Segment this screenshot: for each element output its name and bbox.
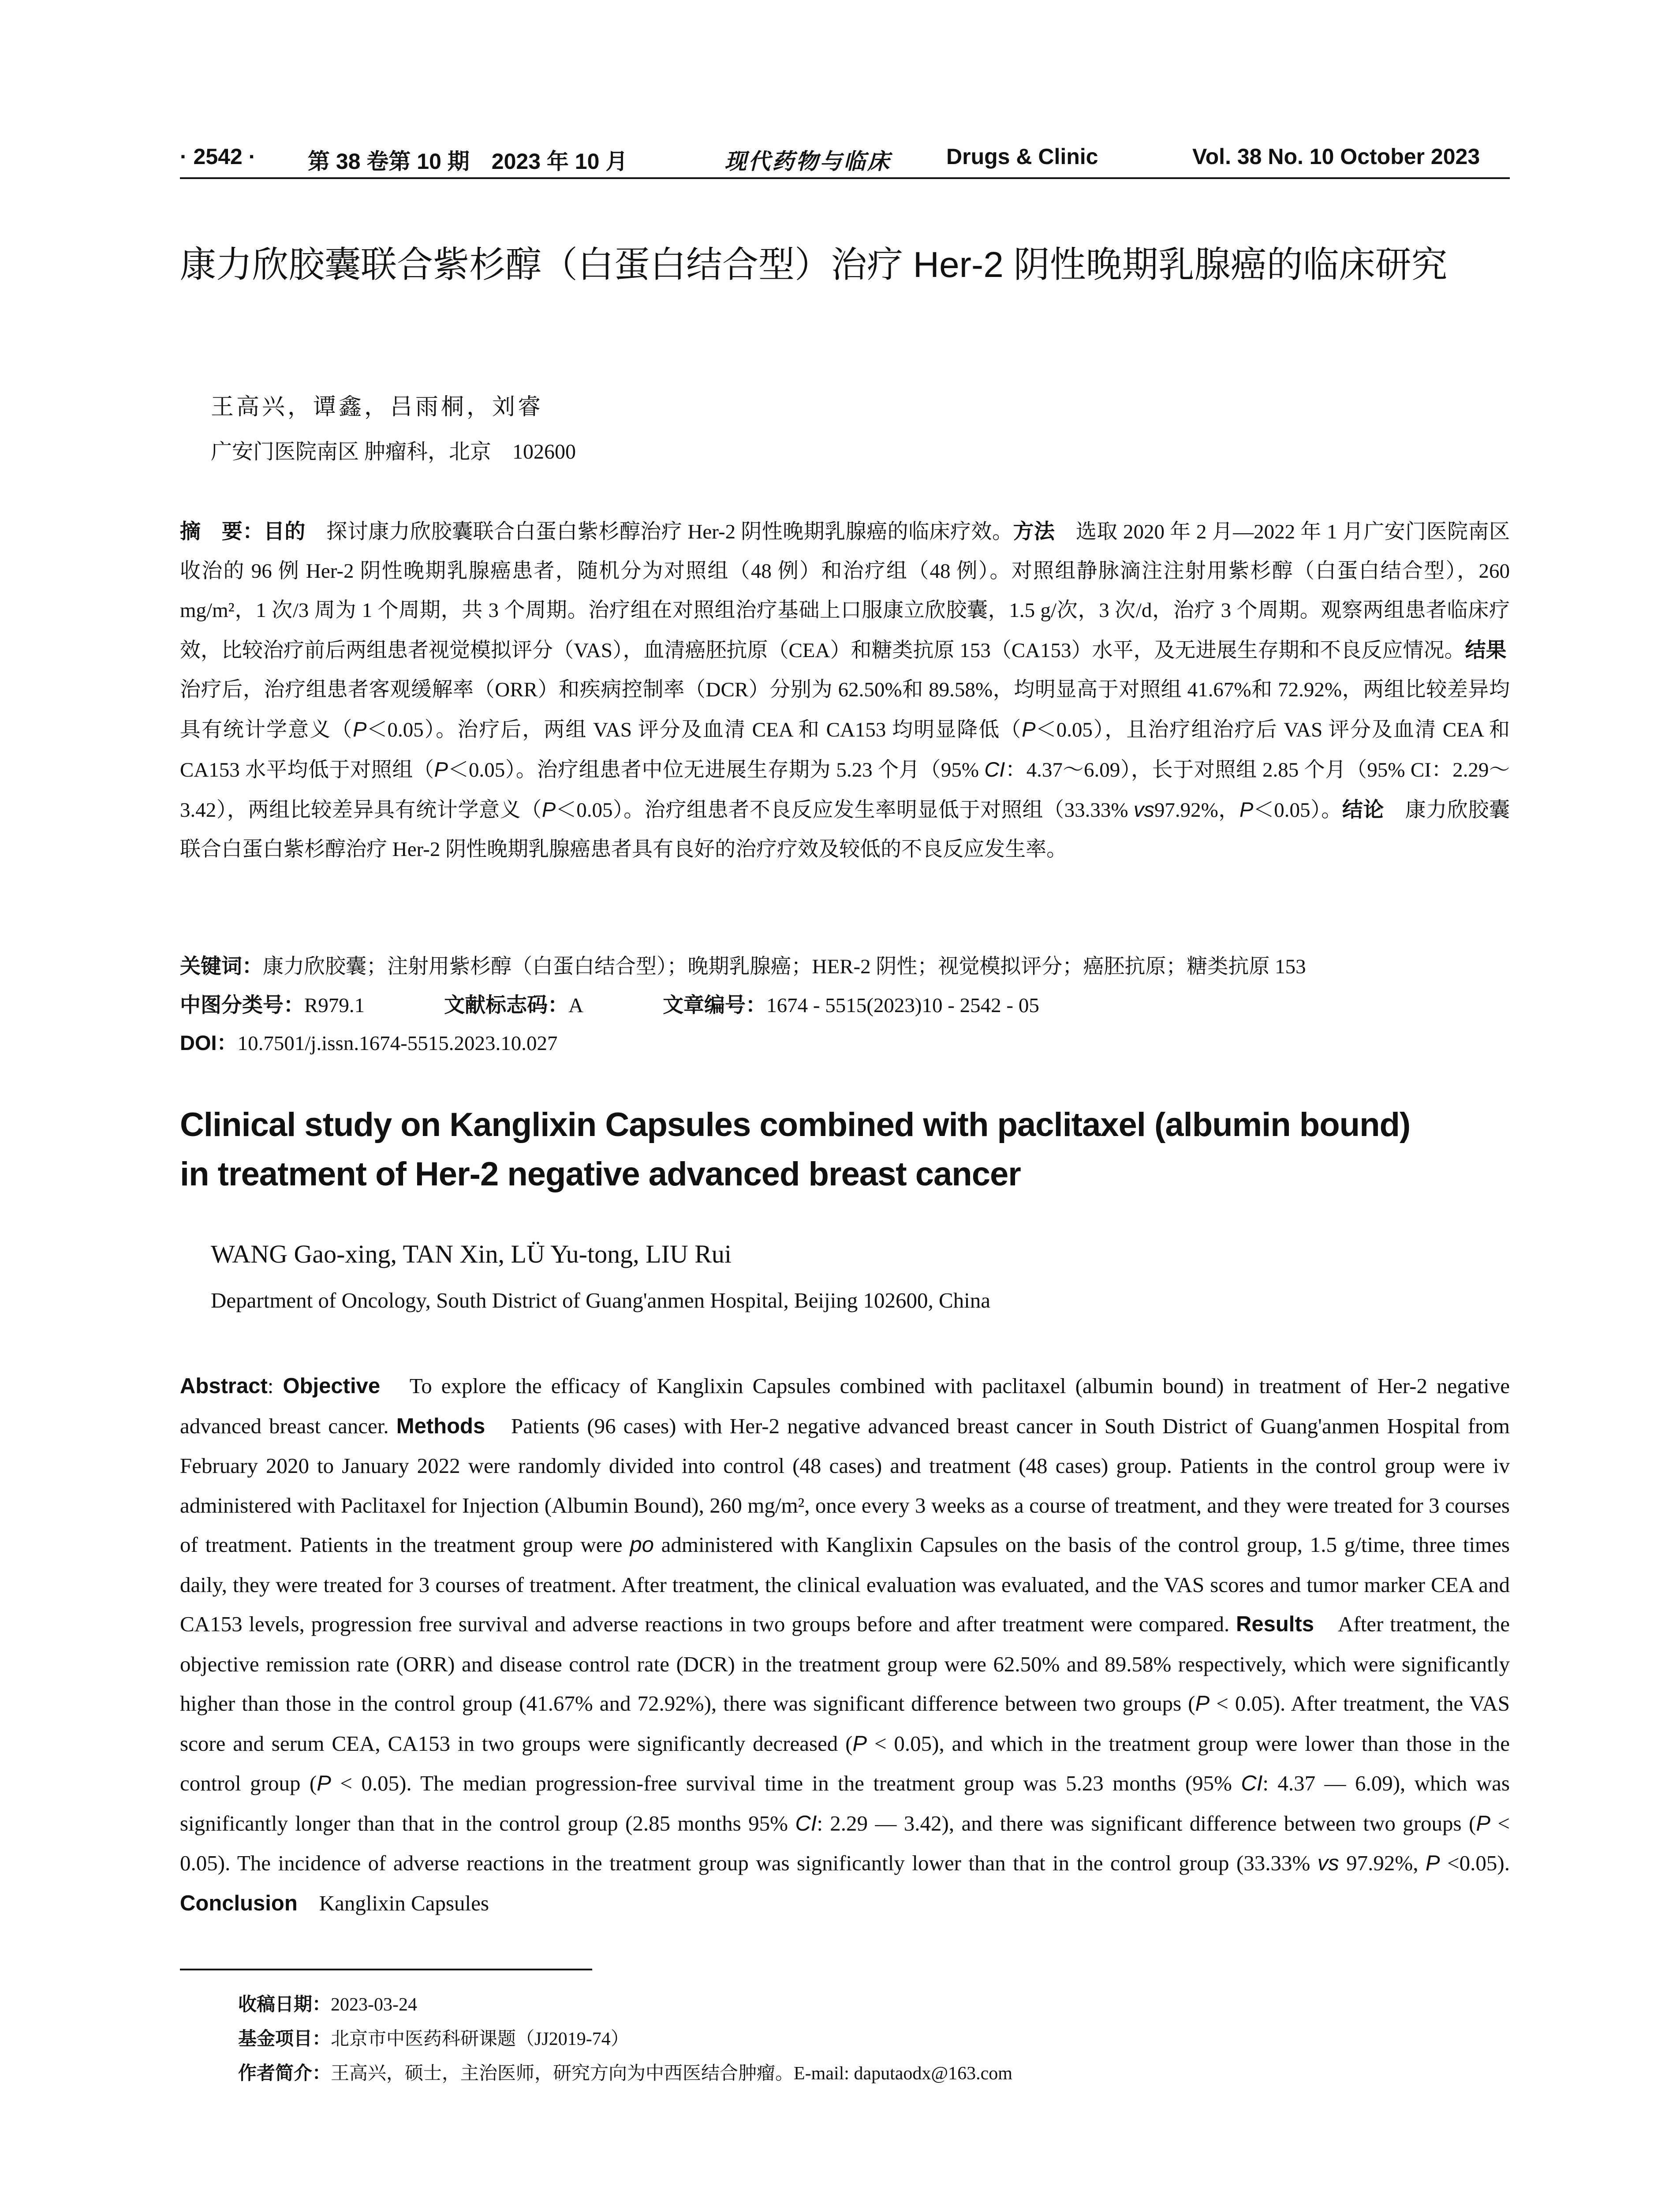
clc-label: 中图分类号：	[180, 993, 304, 1017]
conclusion-label-en: Conclusion	[180, 1891, 298, 1915]
fund-label: 基金项目：	[238, 2028, 331, 2049]
results-text-zh: 治疗后，治疗组患者客观缓解率（ORR）和疾病控制率（DCR）分别为 62.50%和 89.58%，均明显高于对照组 41.67%和 72.92%，两组比较差异均具有统计学意义（	[180, 639, 1527, 741]
p-symbol: P	[317, 1771, 331, 1795]
journal-name-zh: 现代药物与临床	[724, 149, 891, 174]
p-symbol: P	[852, 1731, 867, 1756]
footnote-fund	[238, 2024, 629, 2051]
received-label: 收稿日期：	[238, 1994, 331, 2014]
vs-symbol: vs	[1317, 1851, 1339, 1875]
article-no-label: 文章编号：	[663, 993, 767, 1017]
abstract-label-zh: 摘 要：	[180, 519, 264, 543]
results-text-en: < 0.05). After treatment, the VAS score and serum CEA, CA153 in two groups were significantly decreased (	[180, 1691, 1510, 1756]
abstract-en: Abstract: Objective To explore the efficacy of Kanglixin Capsules combined with paclitaxel (albumin bound) in treatment of Her-2 negative advanced breast cancer. Methods Patients (96 cases) with Her-2 negative advanced breast cancer in South District of Guang'anmen Hospital from February 2020 to January 2022 were randomly divided into control (48 cases) and treatment (48 cases) group. Patients in the control group were iv administered with Paclitaxel for Injection (Albumin Bound), 260 mg/m², once every 3 weeks as a course of treatment, and they were treated for 3 courses of treatment. Patients in the treatment group were po administered with Kanglixin Capsules on the basis of the control group, 1.5 g/time, three times daily, they were treated for 3 courses of treatment. After treatment, the clinical evaluation was evaluated, and the VAS scores and tumor marker CEA and CA153 levels, progression free survival and adverse reactions in two groups before and after treatment were compared. Results After treatment, the objective remission rate (ORR) and disease control rate (DCR) in the treatment group were 62.50% and 89.58% respectively, which were significantly higher than those in the control group (41.67% and 72.92%), there was significant difference between two groups (P < 0.05). After treatment, the VAS score and serum CEA, CA153 in two groups were significantly decreased (P < 0.05), and which in the treatment group were lower than those in the control group (P < 0.05). The median progression-free survival time in the treatment group was 5.23 months (95% CI: 4.37 — 6.09), which was significantly longer than that in the control group (2.85 months 95% CI: 2.29 — 3.42), and there was significant difference between two groups (P < 0.05). The incidence of adverse reactions in the treatment group was significantly lower than that in the control group (33.33% vs 97.92%, P <0.05). Conclusion Kanglixin Capsules	[180, 1374, 1510, 1915]
authors-en: WANG Gao-xing, TAN Xin, LÜ Yu-tong, LIU Rui	[211, 1240, 732, 1268]
p-symbol: P	[1239, 798, 1254, 821]
results-text-zh: ＜0.05）。治疗后，两组 VAS 评分及血清 CEA 和 CA153 均明显降低（	[366, 718, 1022, 741]
results-text-zh: ＜0.05）。治疗组患者中位无进展生存期为 5.23 个月（95%	[448, 759, 985, 781]
footnote-received	[238, 1990, 417, 2016]
results-text-en: : 4.37 — 6.09), which was significantly longer than that in the control group (2.85 months 95%	[180, 1771, 1510, 1835]
footnote-author	[238, 2059, 1012, 2085]
ci-symbol: CI	[795, 1811, 817, 1835]
page-number: · 2542 ·	[180, 144, 256, 169]
results-label-en: Results	[1236, 1612, 1314, 1636]
affiliation-en: Department of Oncology, South District of Guang'anmen Hospital, Beijing 102600, China	[211, 1288, 991, 1312]
p-symbol: P	[434, 758, 448, 781]
p-symbol: P	[1476, 1811, 1490, 1835]
conclusion-text-zh: 康力欣胶囊联合白蛋白紫杉醇治疗 Her-2 阴性晚期乳腺癌患者具有良好的治疗疗效及较低的不良反应发生率。	[180, 799, 1510, 861]
author-bio-label: 作者简介：	[238, 2063, 331, 2083]
conclusion-text-en: Kanglixin Capsules	[297, 1891, 489, 1915]
title-en-line-1: Clinical study on Kanglixin Capsules combined with paclitaxel (albumin bound)	[180, 1106, 1411, 1144]
results-label-zh: 结果	[1465, 638, 1507, 662]
doi-label: DOI：	[180, 1031, 238, 1054]
po-symbol: po	[630, 1533, 654, 1557]
results-text-zh: ＜0.05）。治疗组患者不良反应发生率明显低于对照组（33.33%	[556, 799, 1134, 822]
title-en-line-2: in treatment of Her-2 negative advanced breast cancer	[180, 1155, 1021, 1193]
results-text-zh: 97.92%，	[1154, 799, 1239, 822]
objective-label-en: Objective	[283, 1374, 381, 1398]
conclusion-label-zh: 结论	[1342, 798, 1385, 821]
results-text-zh: ＜0.05），且治疗组治疗后 VAS 评分及血清 CEA 和 CA153 水平均低于对照组（	[180, 718, 1510, 781]
p-symbol: P	[1425, 1851, 1440, 1875]
p-symbol: P	[1195, 1692, 1210, 1715]
methods-text-en: Patients (96 cases) with Her-2 negative advanced breast cancer in South District of Guang'anmen Hospital from February 2020 to January 2022 were randomly divided into control (48 cases) and treatment (48 cases) group. Patients in the control group were iv administered with Paclitaxel for Injection (Albumin Bound), 260 mg/m², once every 3 weeks as a course of treatment, and they were treated for 3 courses of treatment. Patients in the treatment group were	[180, 1413, 1510, 1557]
header-rule	[180, 177, 1510, 179]
abstract-label-en: Abstract	[180, 1374, 268, 1398]
ci-symbol: CI	[1241, 1771, 1263, 1795]
results-text-en: After treatment, the objective remission rate (ORR) and disease control rate (DCR) in the treatment group were 62.50% and 89.58% respectively, which were significantly higher than those in the control group (41.67% and 72.92%), there was significant difference between two groups (	[180, 1612, 1510, 1715]
title-zh: 康力欣胶囊联合紫杉醇（白蛋白结合型）治疗 Her-2 阴性晚期乳腺癌的临床研究	[180, 245, 1448, 285]
ci-symbol: CI	[984, 758, 1005, 781]
footnote-rule	[180, 1969, 592, 1970]
methods-label-zh: 方法	[1013, 519, 1055, 543]
objective-text-en: To explore the efficacy of Kanglixin Capsules combined with paclitaxel (albumin bound) in treatment of Her-2 negative advanced breast cancer.	[180, 1374, 1510, 1438]
doi-value: 10.7501/j.issn.1674-5515.2023.10.027	[237, 1032, 558, 1055]
running-header	[180, 140, 1510, 176]
results-text-en: < 0.05). The median progression-free survival time in the treatment group was 5.23 months (95%	[331, 1771, 1241, 1795]
doc-code-value: A	[568, 994, 584, 1017]
results-text-en: : 2.29 — 3.42), and there was significant difference between two groups (	[817, 1811, 1476, 1835]
journal-name-en: Drugs & Clinic	[946, 144, 1098, 169]
doi-line	[180, 1023, 1510, 1063]
article-no-value: 1674 - 5515(2023)10 - 2542 - 05	[766, 994, 1039, 1017]
received-date: 2023-03-24	[331, 1995, 417, 2015]
p-symbol: P	[1022, 718, 1036, 741]
abstract-zh	[180, 512, 1527, 869]
clc-value: R979.1	[304, 994, 365, 1017]
keywords-zh	[180, 946, 1510, 987]
results-text-zh: ＜0.05）。	[1253, 799, 1342, 822]
fund-text: 北京市中医药科研课题（JJ2019-74）	[331, 2029, 629, 2049]
results-text-zh: ：4.37～6.09），长于对照组 2.85 个月（95% CI：2.29～3.42），两组比较差异具有统计学意义（	[180, 759, 1510, 822]
results-text-en: < 0.05), and which in the treatment group were lower than those in the control group (	[180, 1731, 1510, 1795]
methods-text-zh: 选取 2020 年 2 月—2022 年 1 月广安门医院南区收治的 96 例 Her-2 阴性晚期乳腺癌患者，随机分为对照组（48 例）和治疗组（48 例）。对照组静脉滴注注射用紫杉醇（白蛋白结合型），260 mg/m²，1 次/3 周为 1 个周期，共 3 个周期。治疗组在对照组治疗基础上口服康立欣胶囊，1.5 g/次，3 次/d，治疗 3 个周期。观察两组患者临床疗效，比较治疗前后两组患者视觉模拟评分（VAS），血清癌胚抗原（CEA）和糖类抗原 153（CA153）水平，及无进展生存期和不良反应情况。	[180, 520, 1510, 662]
p-symbol: P	[353, 718, 367, 741]
issue-info-en: Vol. 38 No. 10 October 2023	[1192, 144, 1480, 169]
keywords-label: 关键词：	[180, 954, 263, 978]
methods-text-en: administered with Kanglixin Capsules on the basis of the control group, 1.5 g/time, three times daily, they were treated for 3 courses of treatment. After treatment, the clinical evaluation was evaluated, and the VAS scores and tumor marker CEA and CA153 levels, progression free survival and adverse reactions in two groups before and after treatment were compared.	[180, 1532, 1510, 1636]
results-text-en: 97.92%,	[1339, 1851, 1426, 1875]
objective-label-zh: 目的	[263, 519, 306, 543]
affiliation-zh: 广安门医院南区 肿瘤科，北京 102600	[211, 440, 576, 463]
doc-code-label: 文献标志码：	[444, 993, 569, 1017]
p-symbol: P	[541, 798, 556, 821]
keywords-text: 康力欣胶囊；注射用紫杉醇（白蛋白结合型）；晚期乳腺癌；HER-2 阴性；视觉模拟评分；癌胚抗原；糖类抗原 153	[263, 955, 1306, 978]
title-en	[180, 1100, 1510, 1199]
objective-text-zh: 探讨康力欣胶囊联合白蛋白紫杉醇治疗 Her-2 阴性晚期乳腺癌的临床疗效。	[305, 520, 1013, 543]
authors-zh: 王高兴，谭鑫，吕雨桐，刘睿	[211, 395, 544, 420]
vs-symbol: vs	[1133, 798, 1154, 821]
results-text-en: <0.05).	[1440, 1851, 1510, 1875]
classification-line	[180, 985, 1510, 1025]
author-bio-text: 王高兴，硕士，主治医师，研究方向为中西医结合肿瘤。E-mail: daputaodx@163.com	[331, 2063, 1012, 2084]
methods-label-en: Methods	[396, 1414, 485, 1438]
issue-info-zh: 第 38 卷第 10 期 2023 年 10 月	[308, 149, 628, 174]
results-text-en: < 0.05). The incidence of adverse reactions in the treatment group was significantly lower than that in the control group (33.33%	[180, 1811, 1510, 1875]
